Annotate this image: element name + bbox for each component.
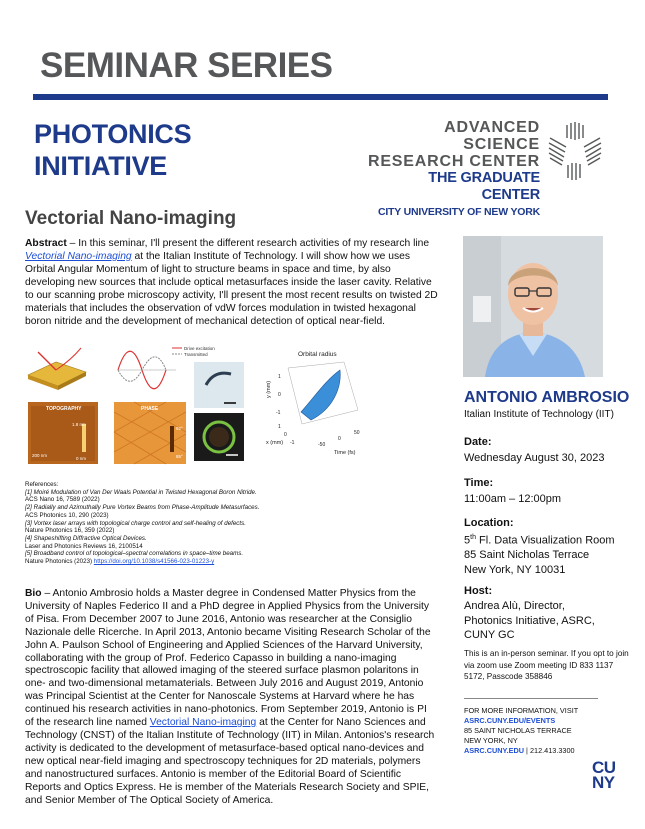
- host-line-2: Photonics Initiative, ASRC,: [464, 614, 595, 627]
- ref-3-journal: Nature Photonics 16, 359 (2022): [25, 527, 115, 535]
- t-tick-1: -50: [318, 442, 326, 448]
- cuny-logo-line-2: NY: [592, 773, 615, 792]
- initiative-line-1: PHOTONICS: [34, 119, 192, 149]
- phase-lo: 85°: [176, 454, 183, 459]
- cuny-logo-line-1: CU: [592, 758, 616, 777]
- ref-5-title: [5] Broadband control of topological–spectral correlations in space–time beams.: [25, 550, 244, 558]
- ref-2-journal: ACS Photonics 10, 290 (2023): [25, 511, 109, 519]
- bio-label: Bio: [25, 588, 42, 599]
- contact-line: [464, 746, 578, 756]
- more-info: [464, 706, 578, 756]
- date-block: [464, 436, 604, 466]
- time-block: [464, 477, 561, 507]
- x-tick-1: 1: [278, 424, 281, 430]
- references: [25, 481, 325, 566]
- y-tick-3: -1: [276, 410, 281, 416]
- bio-research-line-link[interactable]: Vectorial Nano-imaging: [149, 717, 257, 729]
- address-line-2: NEW YORK, NY: [464, 736, 518, 745]
- x-tick-3: -1: [290, 440, 295, 446]
- ref-3-title: [3] Vortex laser arrays with topological charge control and self-healing of defects.: [25, 519, 246, 527]
- y-axis-label: y (mm): [266, 380, 272, 398]
- orbital-title: Orbital radius: [298, 351, 337, 358]
- scale-length: 200 nm: [32, 453, 48, 458]
- t-tick-3: 50: [354, 430, 360, 436]
- abstract-label: Abstract: [25, 238, 67, 249]
- ref-2-title: [2] Radially and Azimuthally Pure Vortex Beams from Phase-Amplitude Metasurfaces.: [25, 504, 260, 512]
- phase-label: PHASE: [141, 406, 159, 412]
- ref-4-title: [4] Shapeshifting Diffractive Optical Devices.: [25, 534, 147, 542]
- host-line-3: CUNY GC: [464, 629, 515, 641]
- asrc-line-4: CITY UNIVERSITY OF NEW YORK: [377, 206, 540, 218]
- website-link[interactable]: ASRC.CUNY.EDU: [464, 746, 525, 755]
- address-line-1: 85 SAINT NICHOLAS TERRACE: [464, 726, 572, 735]
- ref-5-doi-link[interactable]: https://doi.org/10.1038/s41566-023-01223-y: [93, 558, 215, 566]
- x-axis-label: x (mm): [266, 440, 284, 446]
- header-rule: [33, 94, 608, 100]
- phone-number: | 212.413.3300: [524, 746, 575, 755]
- legend-2: Transmitted: [184, 352, 208, 357]
- date-label: Date:: [464, 436, 492, 448]
- series-title: SEMINAR SERIES: [40, 46, 333, 85]
- bio-text-post: at the Center for Nano Sciences and Technology (CNST) of the Italian Institute of Technology (IIT) in Milan. Antonios's research activity is dedicated to the development of metasurface-based optical nano-devices and new optical near-field imaging and spectroscopy techniques for 2D materials, polymers and nanostructured surfaces. Antonio is member of the Editorial Board of Scientific Reports and Optics Express. He is member of the Materials Research Society and SPIE, and Senior Member of The Optical Society of America.: [25, 717, 435, 806]
- host-block: [464, 585, 595, 643]
- vortex-image-1: [194, 362, 244, 408]
- bio-text-pre: – Antonio Ambrosio holds a Master degree in Condensed Matter Physics from the University of Naples Federico II and a PhD degree in Applied Physics from the University of Pisa. From December 2007 to June 2016, Antonio was researcher at the Consiglio Nazionale delle Ricerche. In April 2013, Antonio became Visiting Research Scholar of the John A. Paulson School of Engineering and Applied Sciences of the Harvard University, collaborating with the group of Prof. Federico Capasso in building a nano-imaging spectroscopic facility that allowed imaging of the steered surface plasmon polaritons in one- and two-dimensional metamaterials. Between July 2016 and August 2019, Antonio was Principal Scientist at the Center for Nanoscale Systems at Harvard where he has continued his research activities in nano-photonics. From September 2019, Antonio is PI of the research line named: [25, 588, 431, 729]
- location-block: [464, 517, 615, 577]
- host-label: Host:: [464, 585, 493, 597]
- orbital-surface: [301, 370, 340, 420]
- abstract-text-pre: – In this seminar, I'll present the different research activities of my research line: [66, 238, 430, 249]
- abstract: [25, 237, 439, 328]
- speaker-name: ANTONIO AMBROSIO: [464, 389, 630, 406]
- host-line-1: Andrea Alù, Director,: [464, 600, 565, 612]
- location-room: Fl. Data Visualization Room: [475, 534, 615, 547]
- location-label: Location:: [464, 517, 514, 529]
- speaker-photo: [463, 236, 603, 377]
- cuny-logo: [592, 760, 616, 790]
- y-tick-1: 1: [278, 374, 281, 380]
- metasurface-illustration: [28, 348, 86, 390]
- sidebar-divider: [464, 698, 598, 699]
- date-value: Wednesday August 30, 2023: [464, 452, 605, 464]
- ref-1-journal: ACS Nano 16, 7589 (2022): [25, 496, 100, 504]
- asrc-wordmark: [367, 119, 540, 221]
- x-tick-2: 0: [284, 432, 287, 438]
- initiative-title: [34, 118, 191, 182]
- asrc-line-2: RESEARCH CENTER: [367, 153, 540, 170]
- asrc-logo-icon: [544, 118, 606, 184]
- bio: [25, 588, 437, 807]
- location-line-3: New York, NY 10031: [464, 563, 566, 576]
- time-value: 11:00am – 12:00pm: [464, 493, 562, 505]
- ref-5-journal: Nature Photonics (2023): [25, 558, 94, 566]
- scale-bottom: 0 nm: [76, 456, 87, 461]
- location-line-2: 85 Saint Nicholas Terrace: [464, 549, 590, 562]
- phase-hi: 92°: [176, 426, 183, 431]
- time-label: Time:: [464, 477, 494, 489]
- scale-top: 1.8 nm: [72, 422, 86, 427]
- events-link[interactable]: ASRC.CUNY.EDU/EVENTS: [464, 716, 556, 725]
- abstract-research-line-link[interactable]: Vectorial Nano-imaging: [25, 251, 132, 262]
- y-tick-2: 0: [278, 392, 281, 398]
- legend-1: Drive excitation: [184, 346, 215, 351]
- initiative-line-2: INITIATIVE: [34, 151, 168, 181]
- asrc-line-3: THE GRADUATE CENTER: [428, 170, 540, 203]
- location-line-1: [464, 531, 615, 548]
- ref-5-line: [25, 558, 325, 566]
- asrc-line-1: ADVANCED SCIENCE: [444, 119, 540, 153]
- t-tick-2: 0: [338, 436, 341, 442]
- time-axis-label: Time (fs): [334, 450, 356, 456]
- location-floor: 5: [464, 534, 471, 547]
- abstract-text-post: at the Italian Institute of Technology. I will show how we uses Orbital Angular Momentum of light to structure beams in space and time, by also developing new sources that include optical metasurfaces inside the laser cavity. Relative to our scanning probe microscopy activity, I'll present the most recent results on twisted 2D materials that includes the observation of vdW forces modulation in twisted hexagonal boron nitride and the development of mechanical detection of optical near-field.: [25, 251, 438, 327]
- zoom-note: This is an in-person seminar. If you opt to join via zoom use Zoom meeting ID 833 1137 5172, Passcode 358846: [464, 649, 629, 681]
- ref-1-title: [1] Moiré Modulation of Van Der Waals Potential in Twisted Hexagonal Boron Nitride.: [25, 488, 257, 496]
- speaker-affiliation: Italian Institute of Technology (IIT): [464, 409, 614, 420]
- location-floor-suffix: th: [470, 534, 476, 541]
- more-info-heading: FOR MORE INFORMATION, VISIT: [464, 706, 579, 715]
- topography-label: TOPOGRAPHY: [46, 406, 82, 412]
- ref-4-journal: Laser and Photonics Reviews 16, 2100514: [25, 542, 143, 550]
- references-heading: References:: [25, 481, 59, 488]
- talk-title: Vectorial Nano-imaging: [25, 208, 237, 229]
- research-figure: [26, 340, 426, 470]
